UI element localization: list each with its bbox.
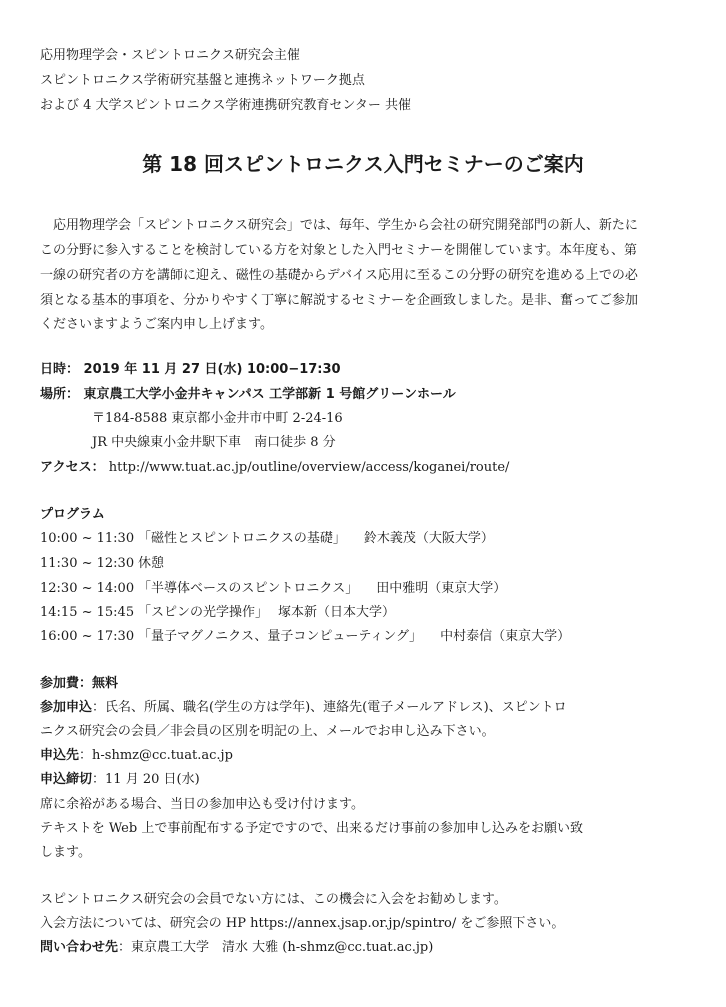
apply-to-email[interactable]: ：h-shmz@cc.tuat.ac.jp (79, 748, 233, 763)
page-title: 第 18 回スピントロニクス入門セミナーのご案内 (142, 152, 584, 176)
program-item (40, 530, 494, 548)
apply-to-label: 申込先 (40, 748, 80, 763)
access-row (40, 459, 509, 477)
program-item (40, 555, 164, 573)
note-line-2: テキストを Web 上で事前配布する予定ですので、出来るだけ事前の参加申し込みをお願い致 (40, 821, 584, 836)
program-heading: プログラム (40, 507, 105, 522)
program-title: 休憩 (138, 556, 165, 571)
program-time: 16:00 ~ 17:30 (40, 629, 135, 644)
program-speaker: 鈴木義茂（大阪大学） (363, 531, 494, 546)
access-label: アクセス： (40, 460, 105, 475)
date-label: 日時： (40, 362, 80, 377)
program-speaker: 中村泰信（東京大学） (440, 629, 571, 644)
station-line: JR 中央線東小金井駅下車 南口徒歩 8 分 (92, 435, 336, 450)
program-item (40, 628, 570, 646)
intro-line-3: 一線の研究者の方を講師に迎え、磁性の基礎からデバイス応用に至るこの分野の研究を進める上での必 (40, 268, 638, 283)
program-time: 11:30 ~ 12:30 (40, 556, 135, 571)
apply-to-row (40, 747, 233, 765)
organizer-line-2: スピントロニクス学術研究基盤と連携ネットワーク拠点 (40, 73, 365, 88)
program-time: 12:30 ~ 14:00 (40, 581, 135, 596)
deadline-row (40, 771, 200, 789)
date-row (40, 361, 341, 379)
date-value: 2019 年 11 月 27 日(水) 10:00−17:30 (83, 362, 341, 377)
intro-line-5: くださいますようご案内申し上げます。 (40, 317, 273, 332)
fee-line: 参加費：無料 (40, 676, 119, 691)
note-line-3: します。 (40, 845, 91, 860)
apply-row (40, 699, 567, 717)
intro-line-2: この分野に参入することを検討している方を対象とした入門セミナーを開催しています。本年度も、第 (40, 243, 637, 258)
intro-line-1: 応用物理学会「スピントロニクス研究会」では、毎年、学生から会社の研究開発部門の新人、新たに (40, 218, 638, 233)
footer-line-1: スピントロニクス研究会の会員でない方には、この機会に入会をお勧めします。 (40, 892, 507, 907)
program-title: 「量子マグノニクス、量子コンピューティング」 (138, 629, 423, 644)
program-time: 10:00 ~ 11:30 (40, 531, 135, 546)
apply-label: 参加申込 (40, 700, 93, 715)
note-line-1: 席に余裕がある場合、当日の参加申込も受け付けます。 (40, 797, 364, 812)
apply-text: ：氏名、所属、職名(学生の方は学年)、連絡先(電子メールアドレス)、スピントロ (92, 700, 567, 715)
organizer-line-3: および 4 大学スピントロニクス学術連携研究教育センター 共催 (40, 98, 412, 113)
program-speaker: 塚本新（日本大学） (278, 605, 396, 620)
deadline-label: 申込締切 (40, 772, 93, 787)
place-value: 東京農工大学小金井キャンパス 工学部新 1 号館グリーンホール (83, 387, 456, 402)
address-line: 〒184-8588 東京都小金井市中町 2-24-16 (92, 411, 343, 426)
program-title: 「半導体ベースのスピントロニクス」 (138, 581, 359, 596)
place-row (40, 386, 456, 404)
deadline-value: ：11 月 20 日(水) (92, 772, 200, 787)
apply-text-line-2: ニクス研究会の会員／非会員の区別を明記の上、メールでお申し込み下さい。 (40, 724, 495, 739)
access-url[interactable]: http://www.tuat.ac.jp/outline/overview/access/koganei/route/ (108, 460, 510, 475)
program-item (40, 604, 395, 622)
program-title: 「磁性とスピントロニクスの基礎」 (138, 531, 346, 546)
organizer-line-1: 応用物理学会・スピントロニクス研究会主催 (40, 48, 300, 63)
contact-value: ：東京農工大学 清水 大雅 (h-shmz@cc.tuat.ac.jp) (118, 940, 434, 955)
footer-line-2: 入会方法については、研究会の HP https://annex.jsap.or.jp/spintro/ をご参照下さい。 (40, 916, 565, 931)
contact-row (40, 939, 433, 957)
program-item (40, 580, 506, 598)
place-label: 場所： (40, 387, 80, 402)
program-speaker: 田中雅明（東京大学） (376, 581, 507, 596)
program-time: 14:15 ~ 15:45 (40, 605, 135, 620)
intro-line-4: 須となる基本的事項を、分かりやすく丁寧に解説するセミナーを企画致しました。是非、奮ってご参加 (40, 293, 639, 308)
contact-label: 問い合わせ先 (40, 940, 119, 955)
program-title: 「スピンの光学操作」 (138, 605, 269, 620)
